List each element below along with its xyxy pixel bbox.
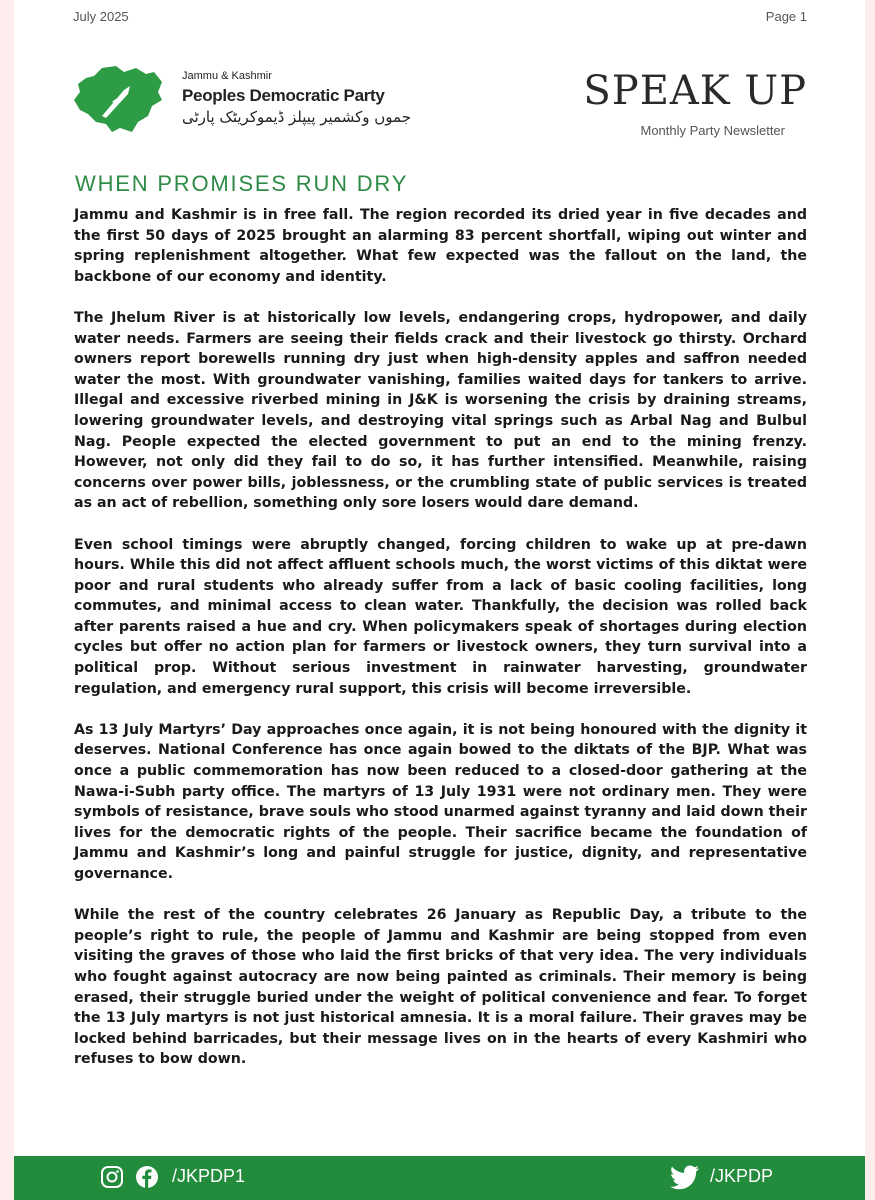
social-footer — [14, 1156, 865, 1200]
facebook-instagram-handle[interactable]: /JKPDP1 — [172, 1166, 246, 1186]
jk-map-pen-logo — [72, 64, 164, 134]
newsletter-title: SPEAK UP — [583, 68, 807, 114]
article-paragraph: As 13 July Martyrs’ Day approaches once again, it is not being honoured with the dignity it deserves. National Conference has once again bowed to the diktats of the BJP. What was once a public commemoration has now been reduced to a closed-door gathering at the Nawa-i-Subh party office. The martyrs of 13 July 1931 were not ordinary men. They were symbols of resistance, brave souls who stood unarmed against tyranny and laid down their lives for the democratic rights of the people. Their sacrifice became the foundation of Jammu and Kashmir’s long and painful struggle for justice, dignity, and representative governance. — [74, 721, 807, 882]
article-body — [74, 205, 807, 1091]
newsletter-subtitle: Monthly Party Newsletter — [640, 123, 785, 138]
article-paragraph: While the rest of the country celebrates 26 January as Republic Day, a tribute to the people’s right to rule, the people of Jammu and Kashmir are being stopped from even visiting the graves of those who laid the first bricks of that very idea. The very individuals who fought against autocracy are now being painted as criminals. Their memory is being erased, their struggle buried under the weight of political convenience and fear. To forget the 13 July martyrs is not just historical amnesia. It is a moral failure. Their graves may be locked behind barricades, but their message lives on in the hearts of every Kashmiri who refuses to bow down. — [74, 907, 807, 1068]
party-name: Peoples Democratic Party — [182, 86, 385, 105]
party-name-urdu: جموں وکشمیر پیپلز ڈیموکریٹک پارٹی — [182, 108, 411, 126]
page-number: Page 1 — [765, 9, 807, 24]
article-paragraph: Even school timings were abruptly changed, forcing children to wake up at pre-dawn hours. While this did not affect affluent schools much, the worst victims of this diktat were poor and rural students who already suffer from a lack of basic cooling facilities, long commutes, and minimal access to clean water. Thankfully, the decision was rolled back after parents raised a hue and cry. When policymakers speak of shortages during election cycles but offer no action plan for farmers or livestock owners, they turn survival into a political prop. Without serious investment in rainwater harvesting, groundwater regulation, and emergency rural support, this crisis will become irreversible. — [74, 536, 807, 697]
instagram-icon[interactable] — [100, 1165, 124, 1189]
twitter-icon[interactable] — [670, 1165, 700, 1191]
facebook-icon[interactable] — [135, 1165, 159, 1189]
twitter-handle[interactable]: /JKPDP — [710, 1166, 774, 1186]
article-paragraph: Jammu and Kashmir is in free fall. The region recorded its dried year in five decades and the first 50 days of 2025 brought an alarming 83 percent shortfall, wiping out winter and spring replenishment altogether. What few expected was the fallout on the land, the backbone of our economy and identity. — [74, 207, 807, 285]
newsletter-page — [14, 0, 865, 1156]
party-region: Jammu & Kashmir — [182, 70, 272, 82]
article-paragraph: The Jhelum River is at historically low levels, endangering crops, hydropower, and daily water needs. Farmers are seeing their fields crack and their livestock go thirsty. Orchard owners report borewells running dry just when high-density apples and saffron needed water the most. With groundwater vanishing, families waited days for tankers to arrive. Illegal and excessive riverbed mining in J&K is worsening the crisis by draining streams, lowering groundwater levels, and destroying vital springs such as Arbal Nag and Bulbul Nag. People expected the elected government to put an end to the mining frenzy. However, not only did they fail to do so, it has further intensified. Meanwhile, raising concerns over power bills, joblessness, or the crumbling state of public services is treated as an act of rebellion, something only sore losers would dare demand. — [74, 309, 807, 512]
issue-date: July 2025 — [73, 9, 129, 24]
article-headline: WHEN PROMISES RUN DRY — [75, 171, 409, 196]
